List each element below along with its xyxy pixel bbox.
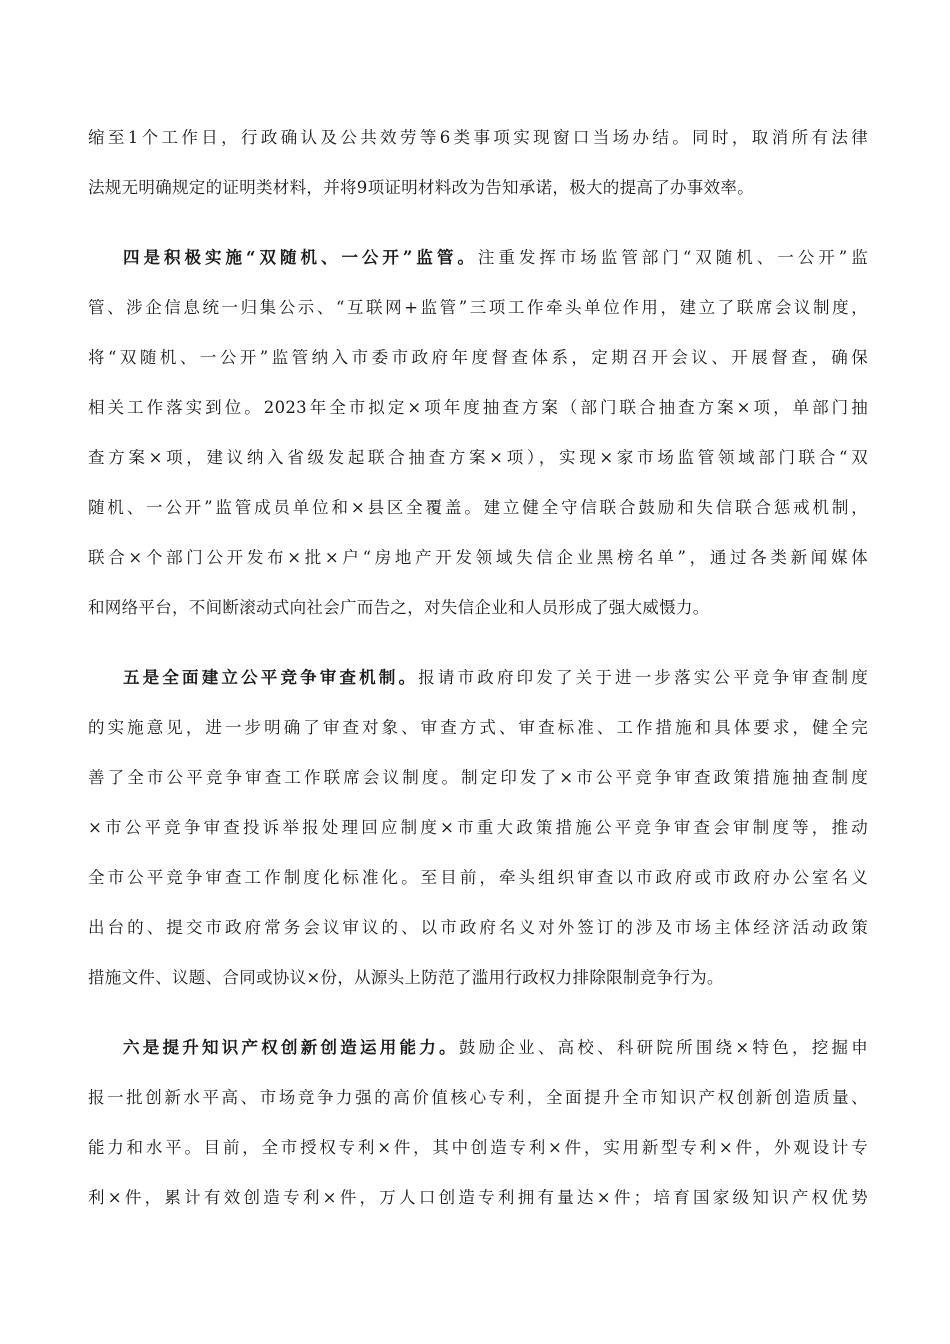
- paragraph-3-line-2: 的实施意见，进一步明确了审查对象、审查方式、审查标准、工作措施和具体要求，健全完: [88, 718, 868, 737]
- paragraph-2-line-8: 和网络平台，不间断滚动式向社会广而告之，对失信企业和人员形成了强大威慑力。: [88, 598, 710, 617]
- paragraph-2-first-text: 注重发挥市场监管部门“双随机、一公开”监: [477, 248, 868, 267]
- paragraph-3-line-6: 出台的、提交市政府常务会议审议的、以市政府名义对外签订的涉及市场主体经济活动政策: [88, 918, 868, 937]
- paragraph-4-line-2: 报一批创新水平高、市场竞争力强的高价值核心专利，全面提升全市知识产权创新创造质量、: [88, 1088, 868, 1107]
- paragraph-2-heading: 四是积极实施“双随机、一公开”监管。: [123, 248, 478, 267]
- paragraph-3-line-5: 全市公平竞争审查工作制度化标准化。至目前，牵头组织审查以市政府或市政府办公室名义: [88, 868, 868, 887]
- paragraph-3-line-7: 措施文件、议题、合同或协议×份，从源头上防范了滥用行政权力排除限制竞争行为。: [88, 968, 724, 987]
- paragraph-3-line-3: 善了全市公平竞争审查工作联席会议制度。制定印发了×市公平竞争审查政策措施抽查制度: [88, 768, 868, 787]
- paragraph-2-line-5: 查方案×项，建议纳入省级发起联合抽查方案×项），实现×家市场监管领域部门联合“双: [88, 448, 868, 467]
- paragraph-4-line-4: 利×件，累计有效创造专利×件，万人口创造专利拥有量达×件；培育国家级知识产权优势: [88, 1188, 868, 1207]
- paragraph-2-line-1: [123, 246, 868, 270]
- paragraph-2-line-6: 随机、一公开”监管成员单位和×县区全覆盖。建立健全守信联合鼓励和失信联合惩戒机制，: [88, 498, 868, 517]
- paragraph-4-line-1: [123, 1036, 868, 1060]
- paragraph-4-line-3: 能力和水平。目前，全市授权专利×件，其中创造专利×件，实用新型专利×件，外观设计专: [88, 1138, 868, 1157]
- paragraph-3-line-4: ×市公平竞争审查投诉举报处理回应制度×市重大政策措施公平竞争审查会审制度等，推动: [88, 818, 868, 837]
- paragraph-1-line-1: 缩至1个工作日，行政确认及公共效劳等6类事项实现窗口当场办结。同时，取消所有法律: [88, 128, 868, 147]
- paragraph-2-line-4: 相关工作落实到位。2023年全市拟定×项年度抽查方案（部门联合抽查方案×项，单部门抽: [88, 398, 868, 417]
- paragraph-2-line-7: 联合×个部门公开发布×批×户“房地产开发领域失信企业黑榜名单”，通过各类新闻媒体: [88, 548, 868, 567]
- paragraph-3-heading: 五是全面建立公平竞争审查机制。: [123, 668, 419, 687]
- paragraph-1-line-2: 法规无明确规定的证明类材料，并将9项证明材料改为告知承诺，极大的提高了办事效率。: [88, 178, 754, 197]
- paragraph-4-first-text: 鼓励企业、高校、科研院所围绕×特色，挖掘申: [458, 1038, 868, 1057]
- paragraph-4-heading: 六是提升知识产权创新创造运用能力。: [123, 1038, 459, 1057]
- paragraph-2-line-3: 将“双随机、一公开”监管纳入市委市政府年度督查体系，定期召开会议、开展督查，确保: [88, 348, 868, 367]
- paragraph-3-first-text: 报请市政府印发了关于进一步落实公平竞争审查制度: [418, 668, 868, 687]
- paragraph-3-line-1: [123, 666, 868, 690]
- paragraph-2-line-2: 管、涉企信息统一归集公示、“互联网+监管”三项工作牵头单位作用，建立了联席会议制度，: [88, 298, 868, 317]
